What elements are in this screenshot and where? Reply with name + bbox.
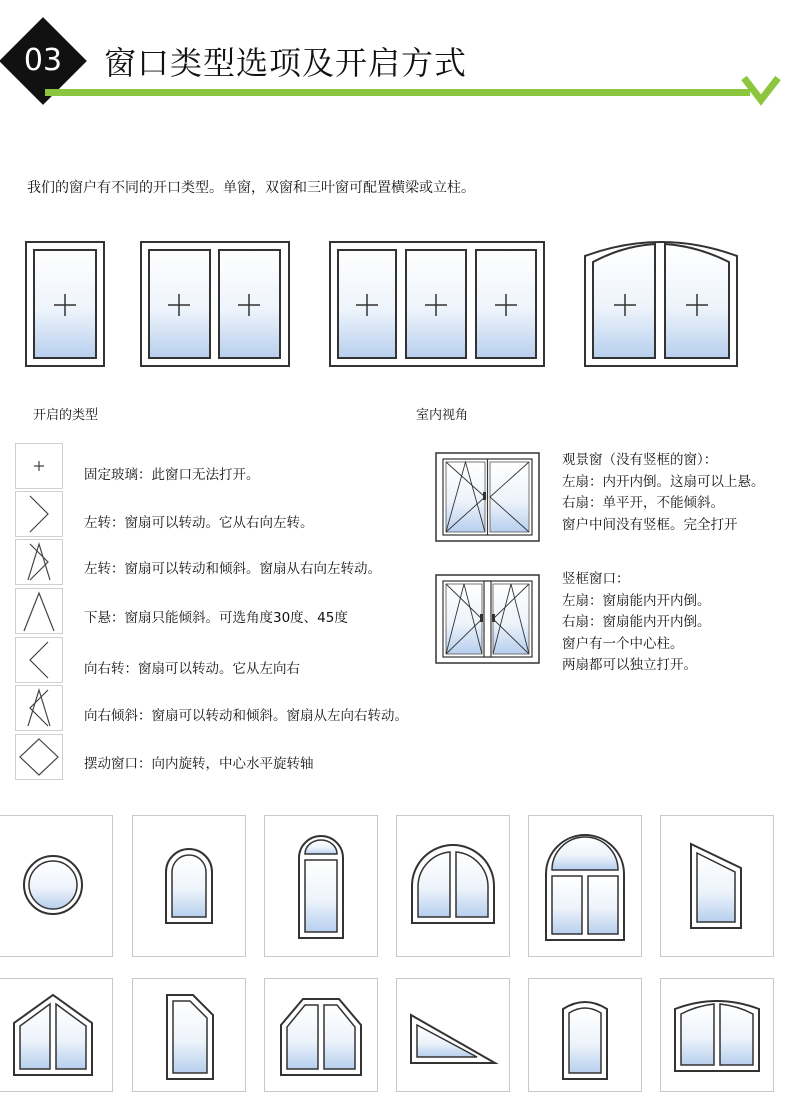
double-window-illustration: [139, 240, 291, 368]
indoor-view-heading: 室内视角: [416, 408, 469, 423]
segment-arch-window-icon: [528, 978, 642, 1092]
chamfer-window-icon: [132, 978, 246, 1092]
section-number: 03: [23, 43, 63, 78]
desc-line: 两扇都可以独立打开。: [562, 657, 697, 673]
desc-line: 竖框窗口：: [562, 571, 630, 587]
desc-line: 窗户有一个中心柱。: [562, 635, 684, 652]
check-icon: [740, 68, 782, 108]
octagon-top-window-icon: [264, 978, 378, 1092]
pivot-icon: [15, 734, 63, 780]
opening-type-desc: 向右转：窗扇可以转动。它从左向右: [84, 661, 300, 677]
mullion-window-icon: [435, 574, 540, 664]
segment-arch-double-window-icon: [660, 978, 774, 1092]
right-tilt-turn-icon: [15, 685, 63, 731]
gable-window-icon: [0, 978, 113, 1092]
mullion-window-desc: [562, 569, 711, 677]
triangle-window-icon: [396, 978, 510, 1092]
triple-window-illustration: [328, 240, 546, 368]
opening-type-desc: 左转：窗扇可以转动和倾斜。窗扇从右向左转动。: [84, 561, 381, 577]
intro-text: 我们的窗户有不同的开口类型。单窗，双窗和三叶窗可配置横梁或立柱。: [27, 180, 475, 196]
opening-type-desc: 摆动窗口：向内旋转，中心水平旋转轴: [84, 756, 314, 772]
opening-types-heading: 开启的类型: [33, 408, 99, 423]
title-underline: [45, 89, 750, 96]
arched-double-window-icon: [396, 815, 510, 957]
page-title: 窗口类型选项及开启方式: [104, 44, 468, 82]
arched-transom-window-icon: [264, 815, 378, 957]
desc-line: 右扇：单平开，不能倾斜。: [562, 495, 724, 511]
panorama-window-icon: [435, 452, 540, 542]
desc-line: 窗户中间没有竖框。完全打开: [562, 516, 738, 533]
desc-line: 左扇：窗扇能内开内倒。: [562, 592, 711, 609]
arched-window-illustration: [583, 232, 739, 368]
half-round-transom-window-icon: [528, 815, 642, 957]
opening-type-desc: 固定玻璃：此窗口无法打开。: [84, 467, 260, 483]
trapezoid-window-icon: [660, 815, 774, 957]
desc-line: 右扇：窗扇能内开内倒。: [562, 614, 711, 630]
round-top-window-icon: [132, 815, 246, 957]
desc-line: 左扇：内开内倒。这扇可以上悬。: [562, 473, 765, 490]
circle-window-icon: [0, 815, 113, 957]
opening-type-desc: 左转：窗扇可以转动。它从右向左转。: [84, 515, 314, 531]
left-tilt-turn-icon: [15, 539, 63, 585]
opening-type-desc: 下悬：窗扇只能倾斜。可选角度30度、45度: [84, 610, 348, 626]
desc-line: 观景窗（没有竖框的窗）：: [562, 452, 718, 468]
opening-type-desc: 向右倾斜：窗扇可以转动和倾斜。窗扇从左向右转动。: [84, 708, 408, 724]
plus-icon: [15, 443, 63, 489]
bottom-hung-icon: [15, 588, 63, 634]
panorama-window-desc: [562, 450, 765, 536]
right-turn-icon: [15, 637, 63, 683]
single-window-illustration: [24, 240, 106, 368]
left-turn-icon: [15, 491, 63, 537]
